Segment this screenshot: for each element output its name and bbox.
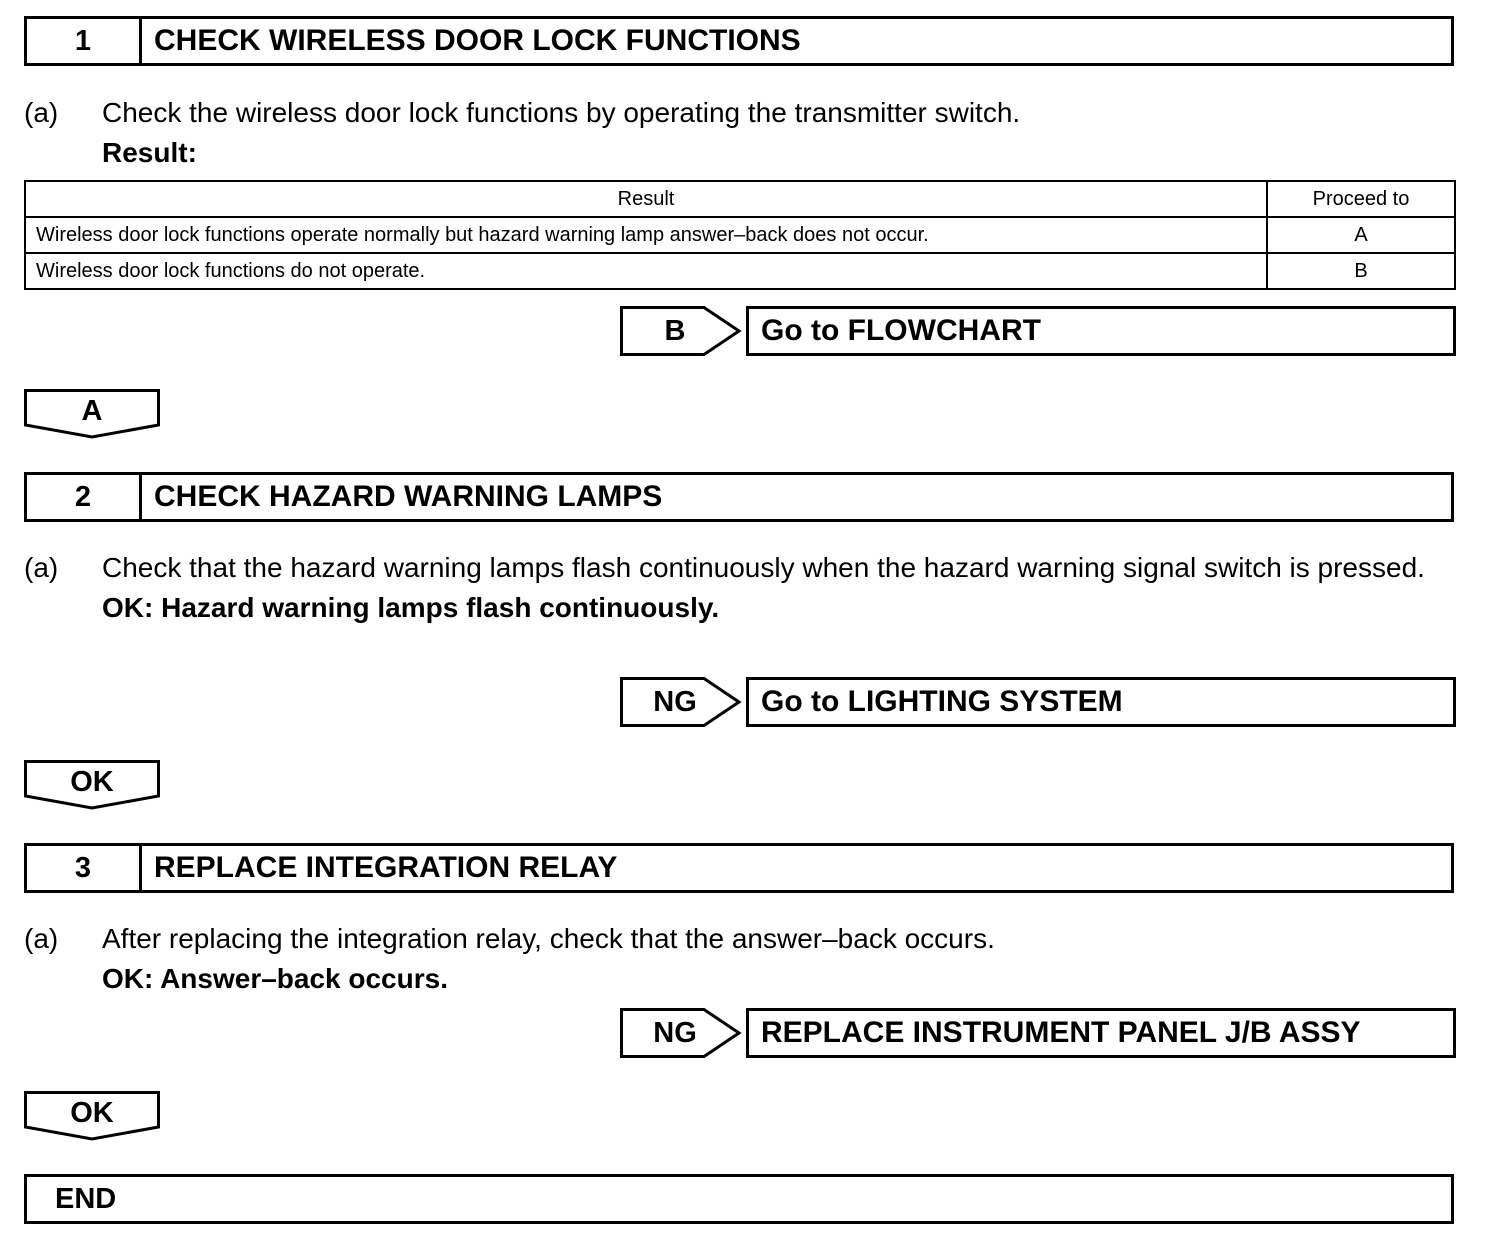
step-3-instruction — [24, 919, 1456, 999]
step-2-instruction — [24, 548, 1456, 628]
branch-b — [620, 306, 1456, 356]
branch-ng — [620, 1008, 1456, 1058]
item-label: (a) — [24, 923, 59, 954]
step-1-instruction — [24, 93, 1456, 173]
continue-label: A — [81, 394, 103, 427]
item-label: (a) — [24, 552, 59, 583]
result-label: Result: — [102, 137, 197, 168]
step-title: CHECK WIRELESS DOOR LOCK FUNCTIONS — [154, 24, 801, 57]
branch-label: NG — [653, 685, 697, 718]
result-table — [24, 180, 1456, 290]
step-3-header — [24, 843, 1454, 893]
branch-target: REPLACE INSTRUMENT PANEL J/B ASSY — [746, 1008, 1456, 1058]
end-label: END — [55, 1182, 117, 1215]
step-number: 3 — [27, 846, 142, 890]
table-header-proceed: Proceed to — [1267, 181, 1455, 217]
step-number: 1 — [27, 19, 142, 63]
instruction-text: Check the wireless door lock functions by operating the transmitter switch. — [102, 97, 1021, 128]
continue-label: OK — [70, 1096, 114, 1129]
branch-label: B — [664, 314, 686, 347]
step-number: 2 — [27, 475, 142, 519]
table-cell: A — [1267, 217, 1455, 253]
table-row — [25, 253, 1455, 289]
branch-label: NG — [653, 1016, 697, 1049]
branch-target: Go to FLOWCHART — [746, 306, 1456, 356]
branch-ng — [620, 677, 1456, 727]
item-label: (a) — [24, 97, 59, 128]
table-row — [25, 217, 1455, 253]
branch-target: Go to LIGHTING SYSTEM — [746, 677, 1456, 727]
continue-ok — [24, 760, 160, 812]
step-title: CHECK HAZARD WARNING LAMPS — [154, 480, 663, 513]
ok-criteria: OK: Hazard warning lamps flash continuously. — [102, 592, 720, 623]
table-cell: Wireless door lock functions operate normally but hazard warning lamp answer–back does not occur. — [25, 217, 1267, 253]
table-header-row — [25, 181, 1455, 217]
table-cell: Wireless door lock functions do not operate. — [25, 253, 1267, 289]
end-box — [24, 1174, 1454, 1224]
table-cell: B — [1267, 253, 1455, 289]
continue-ok — [24, 1091, 160, 1143]
instruction-text: After replacing the integration relay, check that the answer–back occurs. — [102, 923, 995, 954]
continue-label: OK — [70, 765, 114, 798]
continue-a — [24, 389, 160, 441]
ok-criteria: OK: Answer–back occurs. — [102, 963, 448, 994]
instruction-text: Check that the hazard warning lamps flash continuously when the hazard warning signal switch is pressed. — [102, 552, 1425, 583]
step-1-header — [24, 16, 1454, 66]
step-title: REPLACE INTEGRATION RELAY — [154, 851, 618, 884]
table-header-result: Result — [25, 181, 1267, 217]
step-2-header — [24, 472, 1454, 522]
